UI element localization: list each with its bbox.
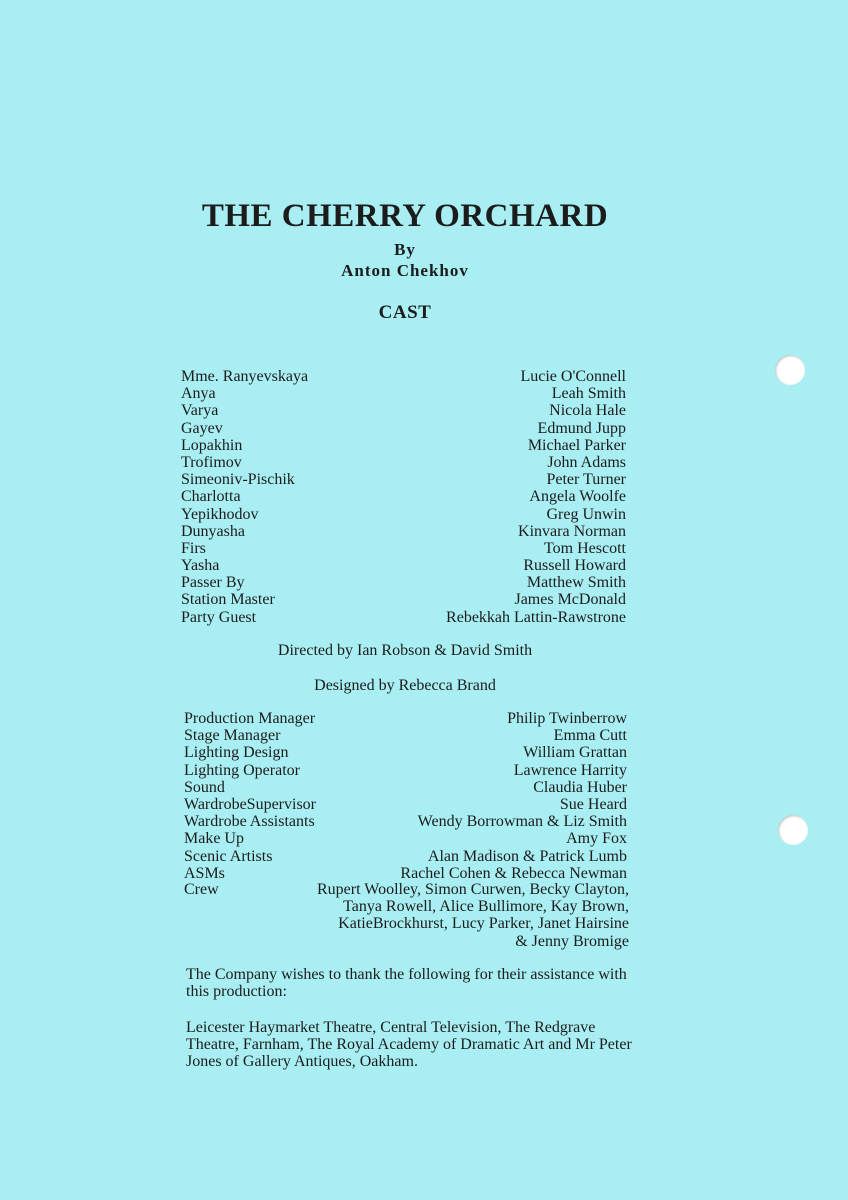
crew-names — [317, 881, 629, 950]
actor-name: Leah Smith — [551, 385, 626, 403]
production-person: William Grattan — [523, 744, 627, 762]
production-role: Wardrobe Assistants — [184, 813, 315, 831]
designed-by: Designed by Rebecca Brand — [314, 677, 496, 694]
actor-name: Peter Turner — [546, 471, 626, 489]
production-row — [184, 727, 627, 744]
cast-row — [181, 385, 626, 402]
crew-line: & Jenny Bromige — [515, 932, 629, 950]
thanks-list: Leicester Haymarket Theatre, Central Television, The Redgrave Theatre, Farnham, The Royal Academy of Dramatic Art and Mr Peter Jones of Gallery Antiques, Oakham. — [186, 1019, 632, 1071]
actor-name: Angela Woolfe — [529, 488, 626, 506]
by-label: By — [394, 240, 416, 259]
cast-row — [181, 368, 626, 385]
role-name: Mme. Ranyevskaya — [181, 368, 309, 385]
role-name: Yepikhodov — [181, 505, 259, 523]
author-name: Anton Chekhov — [341, 261, 469, 280]
production-row — [184, 779, 627, 796]
production-person: Alan Madison & Patrick Lumb — [427, 847, 627, 865]
punch-hole-top — [775, 355, 805, 385]
production-role: Production Manager — [184, 710, 316, 727]
crew-line: KatieBrockhurst, Lucy Parker, Janet Hairsine — [338, 915, 629, 933]
production-person: Sue Heard — [559, 795, 627, 813]
cast-row — [181, 420, 626, 437]
actor-name: Edmund Jupp — [537, 419, 626, 437]
role-name: Dunyasha — [181, 522, 245, 540]
actor-name: Kinvara Norman — [518, 522, 626, 540]
role-name: Yasha — [181, 557, 220, 575]
actor-name: Lucie O'Connell — [520, 368, 626, 385]
role-name: Lopakhin — [181, 436, 243, 454]
production-role: Lighting Operator — [184, 761, 300, 779]
cast-row — [181, 471, 626, 488]
crew-label: Crew — [184, 881, 219, 898]
role-name: Party Guest — [181, 608, 257, 626]
production-role: WardrobeSupervisor — [184, 795, 317, 813]
actor-name: Tom Hescott — [544, 539, 626, 557]
punch-hole-bottom — [778, 815, 808, 845]
production-role: Make Up — [184, 830, 244, 848]
cast-row — [181, 609, 626, 626]
role-name: Gayev — [181, 419, 223, 437]
cast-row — [181, 454, 626, 471]
actor-name: Michael Parker — [527, 436, 626, 454]
cast-row — [181, 488, 626, 505]
production-row — [184, 830, 627, 847]
production-person: Lawrence Harrity — [513, 761, 627, 779]
production-role: Sound — [184, 778, 225, 796]
cast-heading: CAST — [378, 302, 432, 323]
actor-name: Rebekkah Lattin-Rawstrone — [446, 608, 626, 626]
actor-name: Nicola Hale — [549, 402, 626, 420]
production-person: Claudia Huber — [533, 778, 627, 796]
crew-line: Rupert Woolley, Simon Curwen, Becky Clayton, — [316, 881, 629, 898]
role-name: Passer By — [181, 574, 245, 592]
production-role: ASMs — [184, 864, 225, 882]
cast-row — [181, 574, 626, 591]
production-person: Emma Cutt — [553, 727, 627, 745]
directed-by: Directed by Ian Robson & David Smith — [277, 642, 533, 659]
production-person: Rachel Cohen & Rebecca Newman — [400, 864, 627, 882]
production-role: Stage Manager — [184, 727, 281, 745]
production-row — [184, 848, 627, 865]
production-row — [184, 796, 627, 813]
actor-name: James McDonald — [514, 591, 626, 609]
cast-list — [181, 368, 626, 626]
actor-name: John Adams — [547, 453, 626, 471]
production-list — [184, 710, 627, 882]
role-name: Firs — [181, 539, 206, 557]
role-name: Anya — [181, 385, 216, 403]
role-name: Trofimov — [181, 453, 242, 471]
thanks-intro: The Company wishes to thank the following for their assistance with this production: — [186, 966, 627, 1001]
production-row — [184, 710, 627, 727]
production-person: Philip Twinberrow — [507, 710, 627, 727]
production-row — [184, 744, 627, 761]
role-name: Simeoniv-Pischik — [181, 471, 295, 489]
cast-row — [181, 437, 626, 454]
actor-name: Matthew Smith — [526, 574, 626, 592]
production-row — [184, 762, 627, 779]
crew-line: Tanya Rowell, Alice Bullimore, Kay Brown, — [343, 898, 629, 916]
role-name: Varya — [181, 402, 219, 420]
production-row — [184, 813, 627, 830]
production-row — [184, 865, 627, 882]
cast-row — [181, 506, 626, 523]
role-name: Charlotta — [181, 488, 241, 506]
cast-row — [181, 540, 626, 557]
production-person: Wendy Borrowman & Liz Smith — [417, 813, 627, 831]
cast-row — [181, 402, 626, 419]
cast-row — [181, 591, 626, 608]
actor-name: Russell Howard — [523, 557, 626, 575]
play-title: THE CHERRY ORCHARD — [201, 198, 609, 234]
role-name: Station Master — [181, 591, 275, 609]
production-person: Amy Fox — [566, 830, 627, 848]
cast-row — [181, 557, 626, 574]
cast-row — [181, 523, 626, 540]
production-role: Scenic Artists — [184, 847, 273, 865]
actor-name: Greg Unwin — [546, 505, 626, 523]
production-role: Lighting Design — [184, 744, 289, 762]
